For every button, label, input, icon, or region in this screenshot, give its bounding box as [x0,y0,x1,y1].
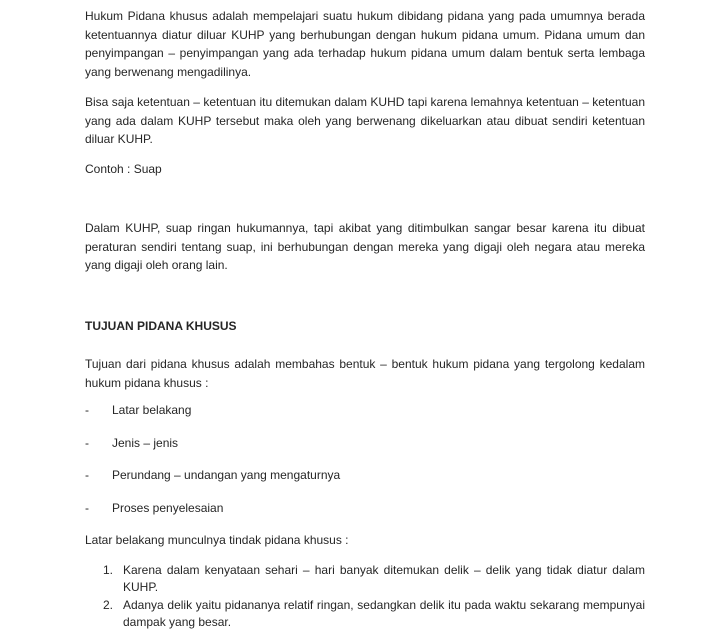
paragraph-latar: Latar belakang munculnya tindak pidana khusus : [85,533,349,547]
item-text: Adanya delik yaitu pidananya relatif ringan, sedangkan delik itu pada waktu sekarang mempunyai dampak yang besar. [123,597,645,629]
item-number: 1. [103,562,114,577]
paragraph-contoh: Contoh : Suap [85,161,162,176]
item-number: 2. [103,597,114,612]
list-item-label: Latar belakang [112,403,192,417]
list-item [85,499,645,518]
paragraph-kuhd: Bisa saja ketentuan – ketentuan itu ditemukan dalam KUHD tapi karena lemahnya ketentuan – ketentuan yang ada dalam KUHP tersebut maka oleh yang berwenang dikeluarkan atau dibuat sendiri ketentuan diluar KUHP. [85,95,645,146]
list-item [85,434,645,453]
item-text: Karena dalam kenyataan sehari – hari banyak ditemukan delik – delik yang tidak diatur dalam KUHP. [123,562,645,594]
dash-bullet: - [85,500,89,515]
section-heading-tujuan: TUJUAN PIDANA KHUSUS [85,318,237,333]
list-item-label: Proses penyelesaian [112,500,224,515]
numbered-list [85,562,645,632]
list-item-label: Jenis – jenis [112,435,179,450]
paragraph-intro: Hukum Pidana khusus adalah mempelajari suatu hukum dibidang pidana yang pada umumnya berada ketentuannya diatur diluar KUHP yang berhubungan dengan hukum pidana umum. Pidana umum dan penyimpangan – penyimpangan yang ada terhadap hukum pidana umum dalam bentuk serta lembaga yang berwenang mengadilinya. [85,9,645,79]
list-item [85,466,645,485]
numbered-item [103,562,645,597]
dash-list [85,401,645,517]
dash-bullet: - [85,435,89,450]
dash-bullet: - [85,468,89,482]
list-item-label: Perundang – undangan yang mengaturnya [112,468,341,482]
list-item [85,401,645,420]
numbered-item [103,597,645,632]
paragraph-suap: Dalam KUHP, suap ringan hukumannya, tapi akibat yang ditimbulkan sangar besar karena itu dibuat peraturan sendiri tentang suap, ini berhubungan dengan mereka yang digaji oleh negara atau mereka yang digaji oleh orang lain. [85,221,645,272]
dash-bullet: - [85,403,89,417]
paragraph-tujuan: Tujuan dari pidana khusus adalah membahas bentuk – bentuk hukum pidana yang tergolong kedalam hukum pidana khusus : [85,357,645,390]
